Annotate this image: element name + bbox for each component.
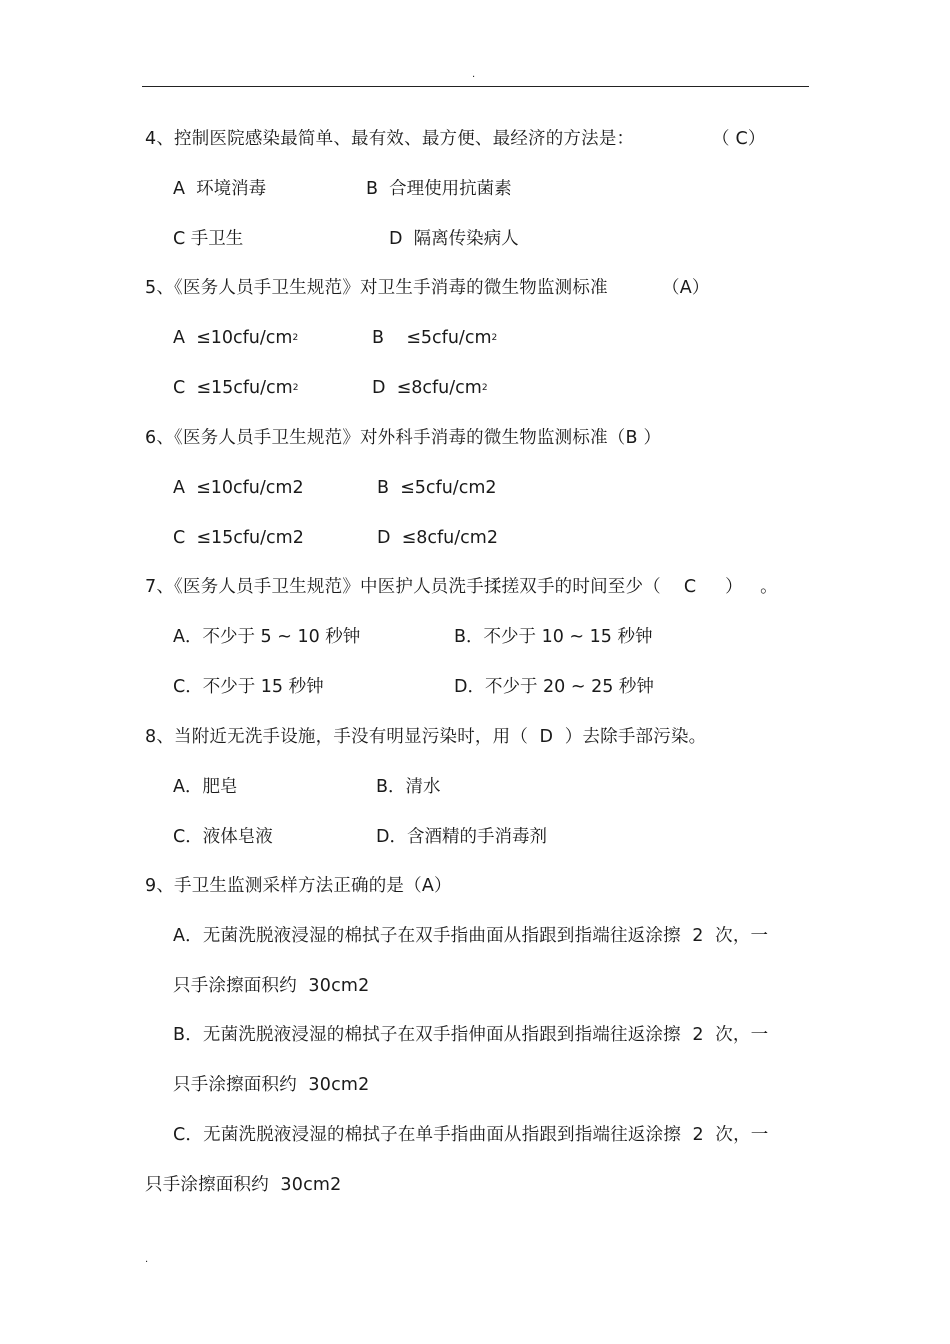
question-6-option-d: D ≤8cfu/cm2 — [377, 528, 498, 548]
header-rule — [142, 86, 809, 87]
question-6-stem: 6、《医务人员手卫生规范》对外科手消毒的微生物监测标准（B ） — [145, 428, 662, 448]
question-7-option-d: D．不少于 20 ~ 25 秒钟 — [454, 677, 654, 697]
question-5-option-b — [372, 326, 497, 350]
question-9-option-b-line2: 只手涂擦面积约 30cm2 — [173, 1075, 370, 1095]
question-4-answer: （ C） — [712, 129, 766, 149]
question-9-option-b-line1: B．无菌洗脱液浸湿的棉拭子在双手指伸面从指跟到指端往返涂擦 2 次，一 — [173, 1025, 769, 1045]
question-4-option-d: D 隔离传染病人 — [389, 229, 519, 249]
footer-dot: . — [145, 1254, 149, 1265]
question-4-option-c: C 手卫生 — [173, 229, 244, 249]
question-7-stem: 7、《医务人员手卫生规范》中医护人员洗手揉搓双手的时间至少（ C ） 。 — [145, 577, 778, 597]
question-9-stem: 9、手卫生监测采样方法正确的是（A） — [145, 876, 452, 896]
question-4-option-a: A 环境消毒 — [173, 179, 267, 199]
question-6-option-c: C ≤15cfu/cm2 — [173, 528, 304, 548]
question-6-option-a: A ≤10cfu/cm2 — [173, 478, 304, 498]
question-5-answer: （A） — [662, 278, 710, 298]
superscript: 2 — [481, 383, 488, 393]
question-4-option-b: B 合理使用抗菌素 — [366, 179, 512, 199]
question-5-stem: 5、《医务人员手卫生规范》对卫生手消毒的微生物监测标准 — [145, 278, 608, 298]
question-8-stem: 8、当附近无洗手设施，手没有明显污染时，用（ D ）去除手部污染。 — [145, 727, 707, 747]
question-5-option-a — [173, 326, 298, 350]
question-5-option-a-text: A ≤10cfu/cm — [173, 328, 293, 348]
question-5-option-d — [372, 376, 488, 400]
question-8-option-c: C．液体皂液 — [173, 827, 273, 847]
question-7-option-a: A．不少于 5 ~ 10 秒钟 — [173, 627, 361, 647]
header-dot: . — [472, 69, 476, 80]
question-8-option-a: A．肥皂 — [173, 777, 238, 797]
superscript: 2 — [292, 383, 299, 393]
question-9-option-a-line1: A．无菌洗脱液浸湿的棉拭子在双手指曲面从指跟到指端往返涂擦 2 次，一 — [173, 926, 769, 946]
question-5-option-c — [173, 376, 298, 400]
question-9-option-c-line2: 只手涂擦面积约 30cm2 — [145, 1175, 342, 1195]
superscript: 2 — [491, 333, 498, 343]
question-8-option-d: D．含酒精的手消毒剂 — [376, 827, 547, 847]
question-9-option-c-line1: C．无菌洗脱液浸湿的棉拭子在单手指曲面从指跟到指端往返涂擦 2 次，一 — [173, 1125, 769, 1145]
question-5-option-c-text: C ≤15cfu/cm — [173, 378, 293, 398]
question-6-option-b: B ≤5cfu/cm2 — [377, 478, 497, 498]
question-7-option-c: C．不少于 15 秒钟 — [173, 677, 324, 697]
question-7-option-b: B．不少于 10 ~ 15 秒钟 — [454, 627, 653, 647]
question-5-option-b-text: B ≤5cfu/cm — [372, 328, 492, 348]
question-5-option-d-text: D ≤8cfu/cm — [372, 378, 482, 398]
question-8-option-b: B．清水 — [376, 777, 441, 797]
question-9-option-a-line2: 只手涂擦面积约 30cm2 — [173, 976, 370, 996]
superscript: 2 — [292, 333, 299, 343]
question-4-stem: 4、控制医院感染最简单、最有效、最方便、最经济的方法是： — [145, 129, 635, 149]
